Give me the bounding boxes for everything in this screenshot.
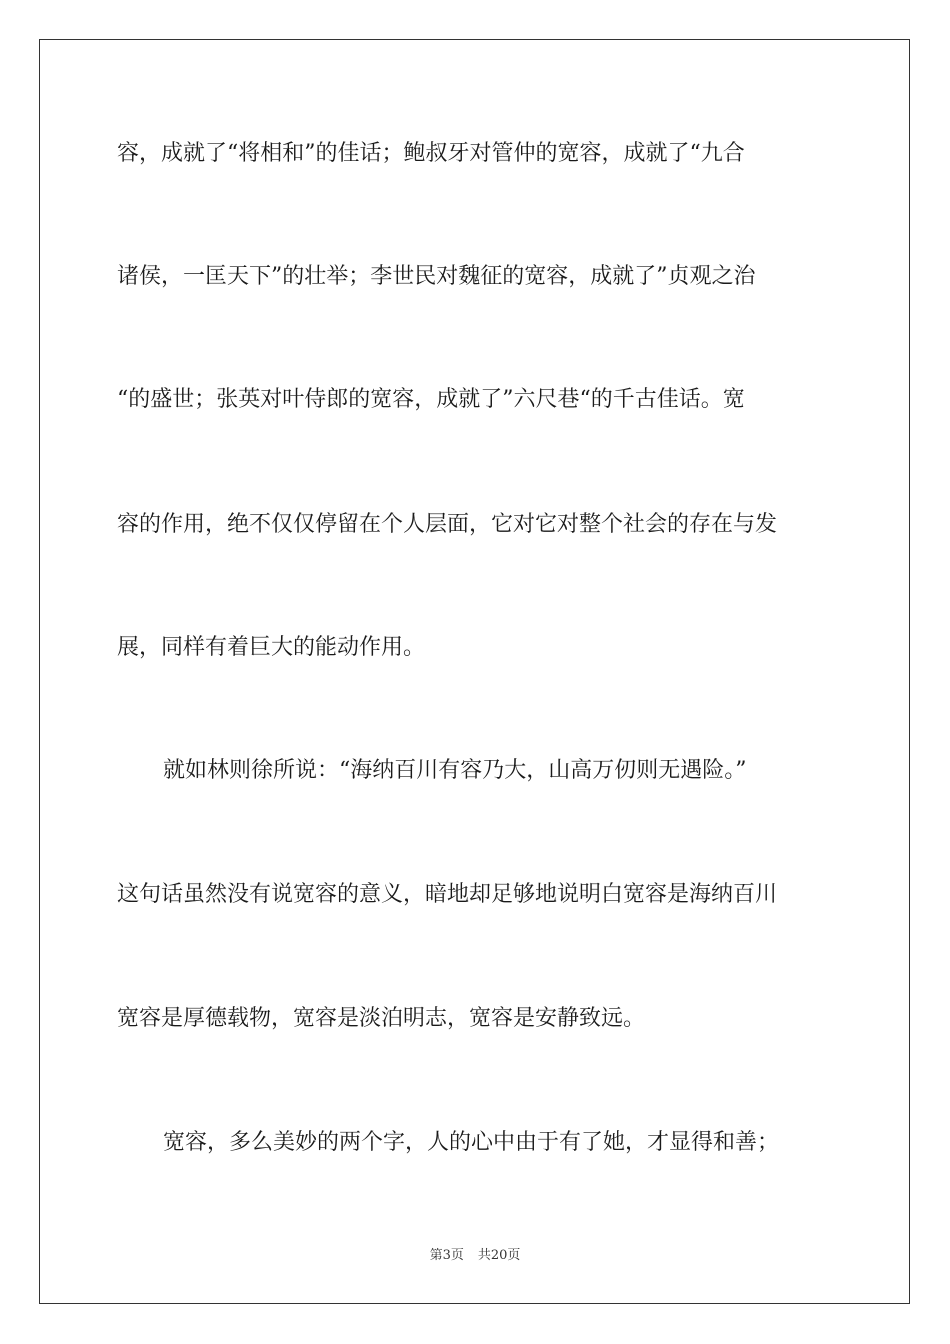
page-frame — [39, 39, 910, 1304]
text-line: 就如林则徐所说：“海纳百川有容乃大，山高万仞则无遇险。” — [163, 758, 747, 783]
text-line: 展，同样有着巨大的能动作用。 — [117, 635, 426, 660]
text-line: 诸侯，一匡天下”的壮举；李世民对魏征的宽容，成就了”贞观之治 — [117, 264, 756, 289]
page-number: 第3页 — [429, 1248, 464, 1263]
text-line: 容的作用，绝不仅仅停留在个人层面，它对它对整个社会的存在与发 — [117, 512, 778, 537]
text-line: 宽容，多么美妙的两个字，人的心中由于有了她，才显得和善； — [163, 1130, 780, 1155]
text-line: 宽容是厚德载物，宽容是淡泊明志，宽容是安静致远。 — [117, 1006, 646, 1031]
text-line: “的盛世；张英对叶侍郎的宽容，成就了”六尺巷“的千古佳话。宽 — [117, 387, 745, 412]
text-line: 这句话虽然没有说宽容的意义，暗地却足够地说明白宽容是海纳百川 — [117, 882, 778, 907]
page-total: 共20页 — [477, 1248, 521, 1263]
text-line: 容，成就了“将相和”的佳话；鲍叔牙对管仲的宽容，成就了“九合 — [117, 141, 745, 166]
page-footer — [0, 1247, 950, 1265]
